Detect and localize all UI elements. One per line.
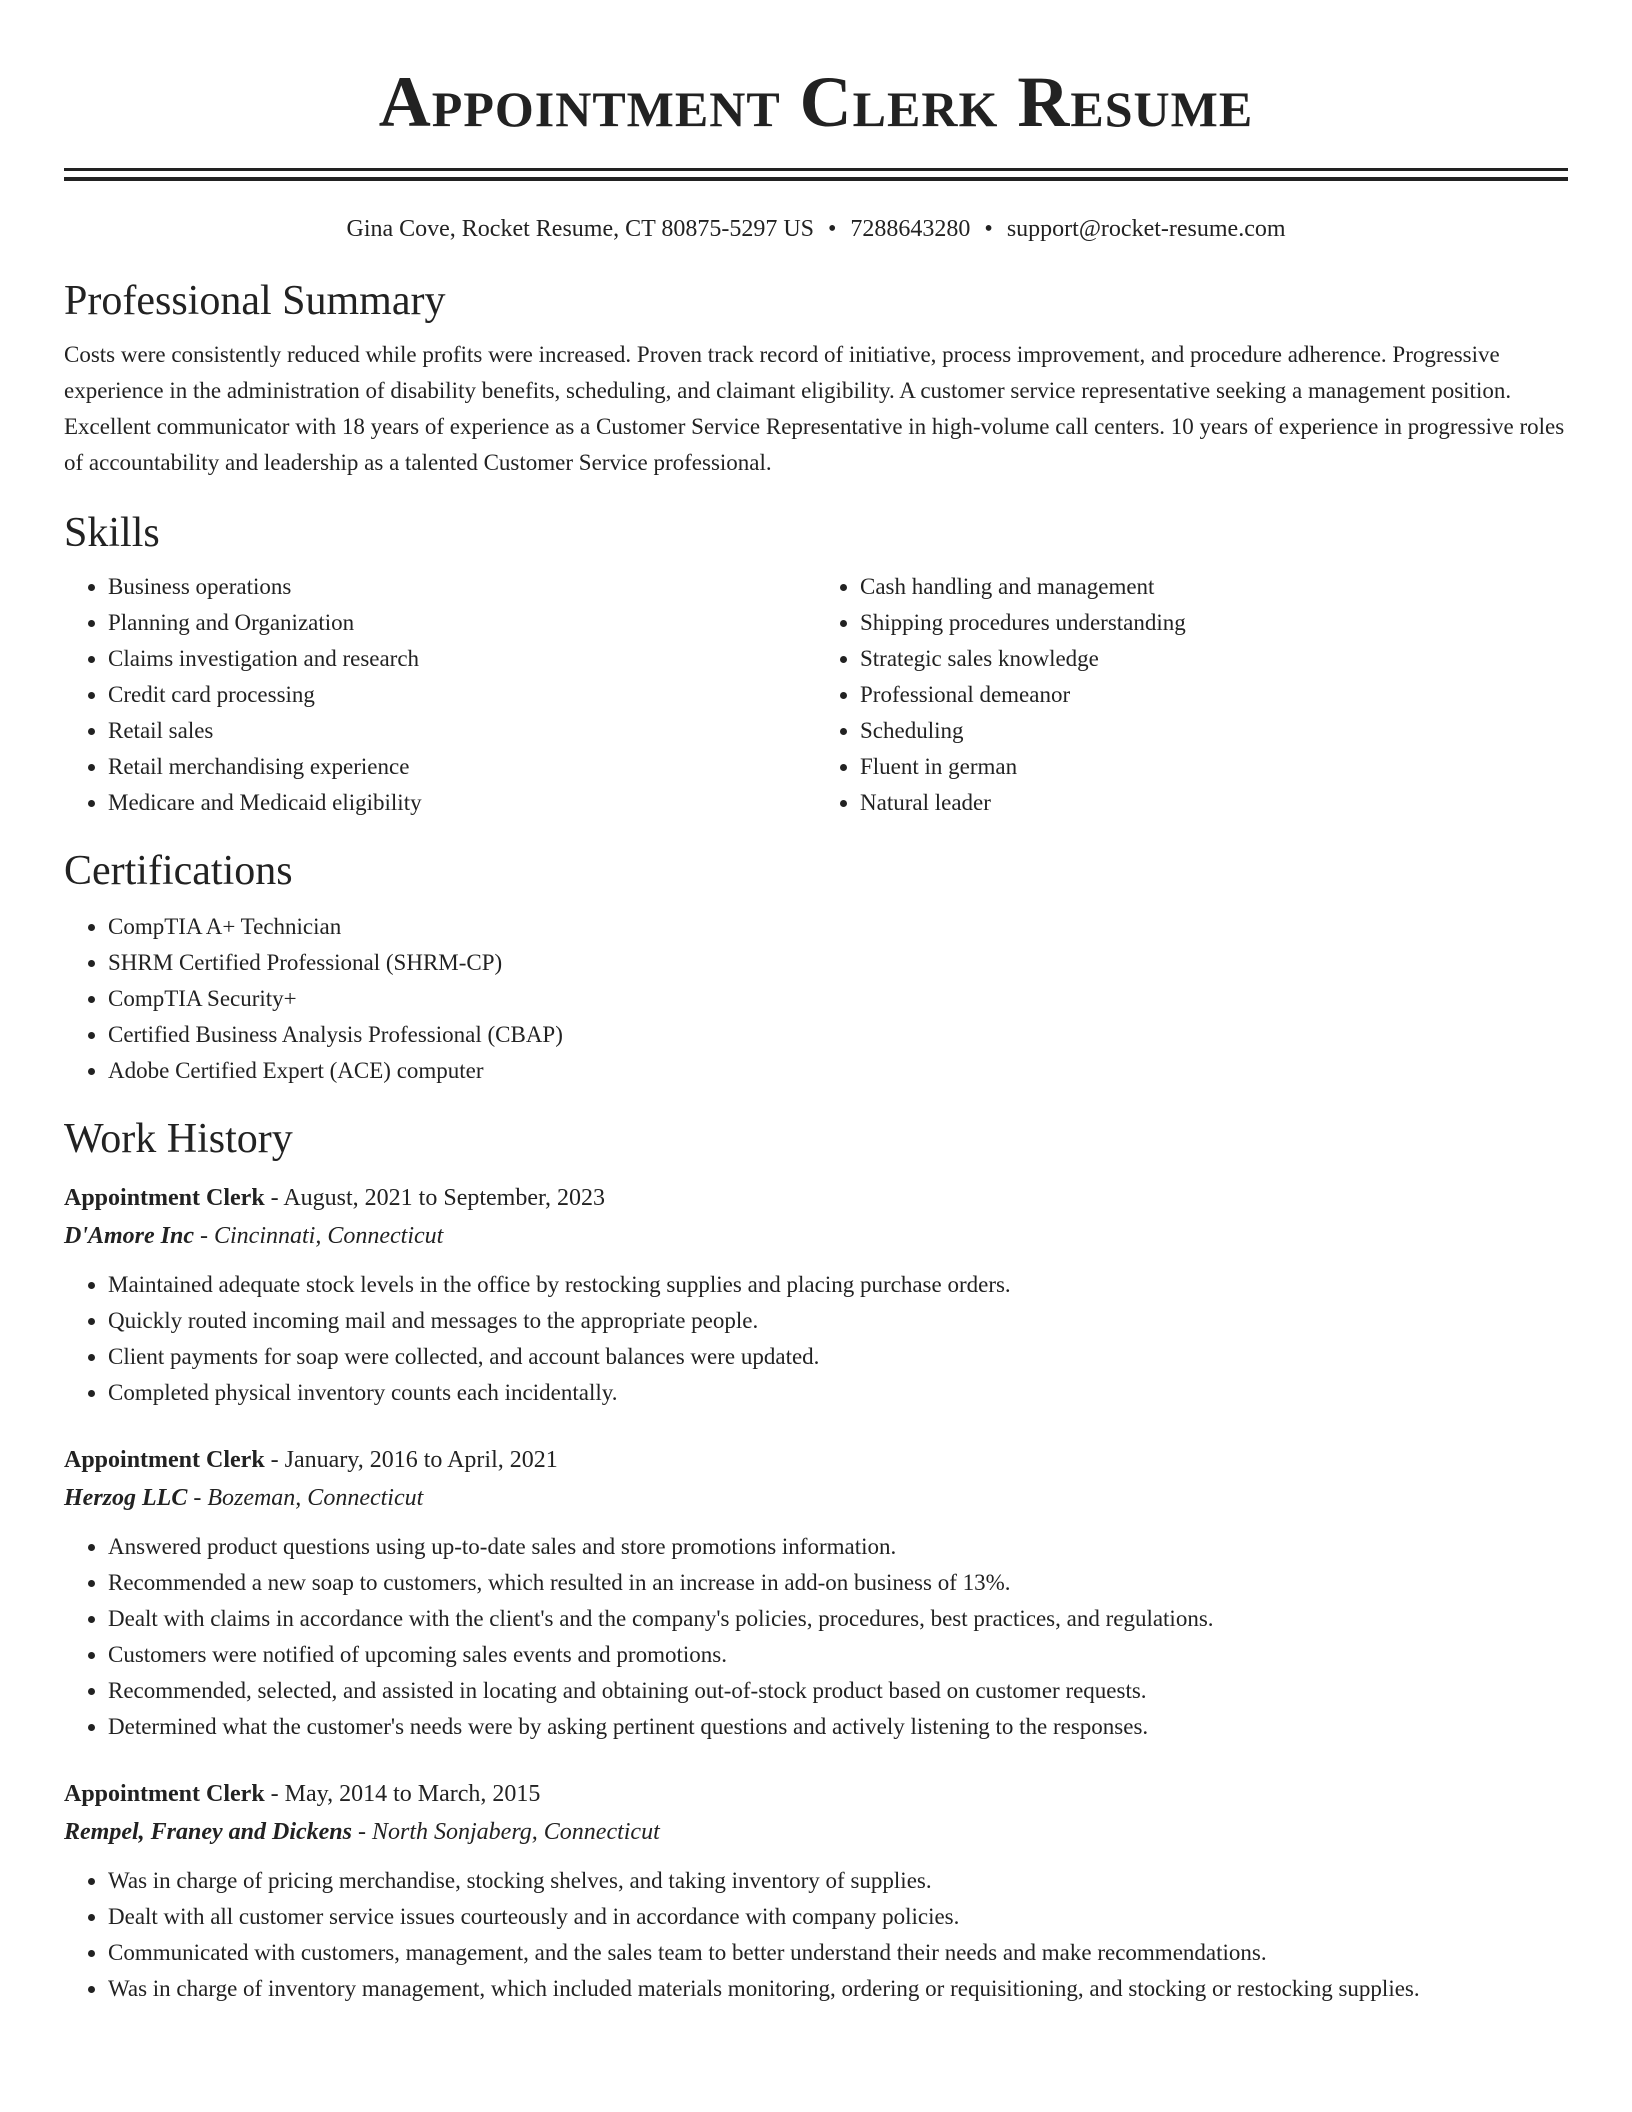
contact-address: Gina Cove, Rocket Resume, CT 80875-5297 US: [346, 216, 815, 242]
skill-item: • Scheduling: [860, 713, 1568, 749]
job-location: - North Sonjaberg, Connecticut: [352, 1819, 660, 1845]
skills-list-right: [816, 569, 1568, 821]
job-bullet: • Communicated with customers, management, and the sales team to better understand their needs and make recommendations.: [108, 1935, 1568, 1971]
job-title-line: [64, 1179, 1568, 1217]
contact-email: support@rocket-resume.com: [1006, 216, 1286, 242]
contact-line: [64, 213, 1568, 245]
job-bullet: • Completed physical inventory counts each incidentally.: [108, 1375, 1568, 1411]
skills-heading: Skills: [64, 510, 160, 556]
skill-item: • Medicare and Medicaid eligibility: [108, 785, 816, 821]
job-bullet: • Was in charge of inventory management, which included materials monitoring, ordering or requisitioning, and stocking or restocking supplies.: [108, 1971, 1568, 2007]
job-company: D'Amore Inc: [64, 1223, 195, 1249]
certification-item: • CompTIA Security+: [108, 981, 1568, 1017]
job-bullet: • Recommended a new soap to customers, which resulted in an increase in add-on business of 13%.: [108, 1565, 1568, 1601]
job-entry: [64, 1775, 1568, 2007]
job-company: Rempel, Franey and Dickens: [64, 1819, 352, 1845]
certifications-list: [64, 909, 1568, 1089]
certifications-heading: Certifications: [64, 848, 293, 894]
job-entry: [64, 1179, 1568, 1411]
job-bullet: • Quickly routed incoming mail and messages to the appropriate people.: [108, 1303, 1568, 1339]
contact-separator: •: [828, 216, 837, 242]
certification-item: • SHRM Certified Professional (SHRM-CP): [108, 945, 1568, 981]
skill-item: • Strategic sales knowledge: [860, 641, 1568, 677]
skill-item: • Planning and Organization: [108, 605, 816, 641]
job-title: Appointment Clerk: [64, 1185, 265, 1211]
job-location: - Cincinnati, Connecticut: [194, 1223, 444, 1249]
title-rule-top: [64, 168, 1568, 171]
job-bullet: • Dealt with all customer service issues courteously and in accordance with company policies.: [108, 1899, 1568, 1935]
job-company-line: [64, 1813, 1568, 1851]
skill-item: • Fluent in german: [860, 749, 1568, 785]
skills-list-left: [64, 569, 816, 821]
skill-item: • Credit card processing: [108, 677, 816, 713]
work-history-heading: Work History: [64, 1116, 293, 1162]
job-bullet: • Client payments for soap were collected, and account balances were updated.: [108, 1339, 1568, 1375]
job-company-line: [64, 1479, 1568, 1517]
job-dates: - May, 2014 to March, 2015: [264, 1781, 541, 1807]
job-dates: - January, 2016 to April, 2021: [264, 1447, 558, 1473]
title-rule-bottom: [64, 177, 1568, 181]
job-company-line: [64, 1217, 1568, 1255]
skill-item: • Shipping procedures understanding: [860, 605, 1568, 641]
job-bullets: [64, 1267, 1568, 1411]
job-bullets: [64, 1529, 1568, 1745]
job-bullet: • Was in charge of pricing merchandise, stocking shelves, and taking inventory of supplies.: [108, 1863, 1568, 1899]
job-bullets: [64, 1863, 1568, 2007]
job-title: Appointment Clerk: [64, 1447, 265, 1473]
skill-item: • Professional demeanor: [860, 677, 1568, 713]
summary-heading: Professional Summary: [64, 278, 446, 324]
job-bullet: • Answered product questions using up-to-date sales and store promotions information.: [108, 1529, 1568, 1565]
job-bullet: • Maintained adequate stock levels in the office by restocking supplies and placing purchase orders.: [108, 1267, 1568, 1303]
skills-columns: [64, 569, 1568, 821]
certification-item: • Certified Business Analysis Professional (CBAP): [108, 1017, 1568, 1053]
job-title: Appointment Clerk: [64, 1781, 265, 1807]
summary-text: Costs were consistently reduced while profits were increased. Proven track record of initiative, process improvement, and procedure adherence. Progressive experience in the administration of disability benefits, scheduling, and claimant eligibility. A customer service representative seeking a management position. Excellent communicator with 18 years of experience as a Customer Service Representative in high-volume call centers. 10 years of experience in progressive roles of accountability and leadership as a talented Customer Service professional.: [64, 342, 1565, 475]
certification-item: • CompTIA A+ Technician: [108, 909, 1568, 945]
job-bullet: • Recommended, selected, and assisted in locating and obtaining out-of-stock product based on customer requests.: [108, 1673, 1568, 1709]
job-company: Herzog LLC: [64, 1485, 188, 1511]
job-location: - Bozeman, Connecticut: [187, 1485, 424, 1511]
job-bullet: • Determined what the customer's needs were by asking pertinent questions and actively listening to the responses.: [108, 1709, 1568, 1745]
skill-item: • Retail sales: [108, 713, 816, 749]
job-bullet: • Customers were notified of upcoming sales events and promotions.: [108, 1637, 1568, 1673]
skill-item: • Business operations: [108, 569, 816, 605]
skill-item: • Cash handling and management: [860, 569, 1568, 605]
job-title-line: [64, 1775, 1568, 1813]
page-title: Appointment Clerk Resume: [378, 62, 1254, 142]
skill-item: • Retail merchandising experience: [108, 749, 816, 785]
skill-item: • Natural leader: [860, 785, 1568, 821]
job-title-line: [64, 1441, 1568, 1479]
certification-item: • Adobe Certified Expert (ACE) computer: [108, 1053, 1568, 1089]
job-dates: - August, 2021 to September, 2023: [264, 1185, 606, 1211]
skill-item: • Claims investigation and research: [108, 641, 816, 677]
job-entry: [64, 1441, 1568, 1745]
job-bullet: • Dealt with claims in accordance with the client's and the company's policies, procedures, best practices, and regulations.: [108, 1601, 1568, 1637]
contact-phone: 7288643280: [850, 216, 971, 242]
contact-separator: •: [984, 216, 993, 242]
